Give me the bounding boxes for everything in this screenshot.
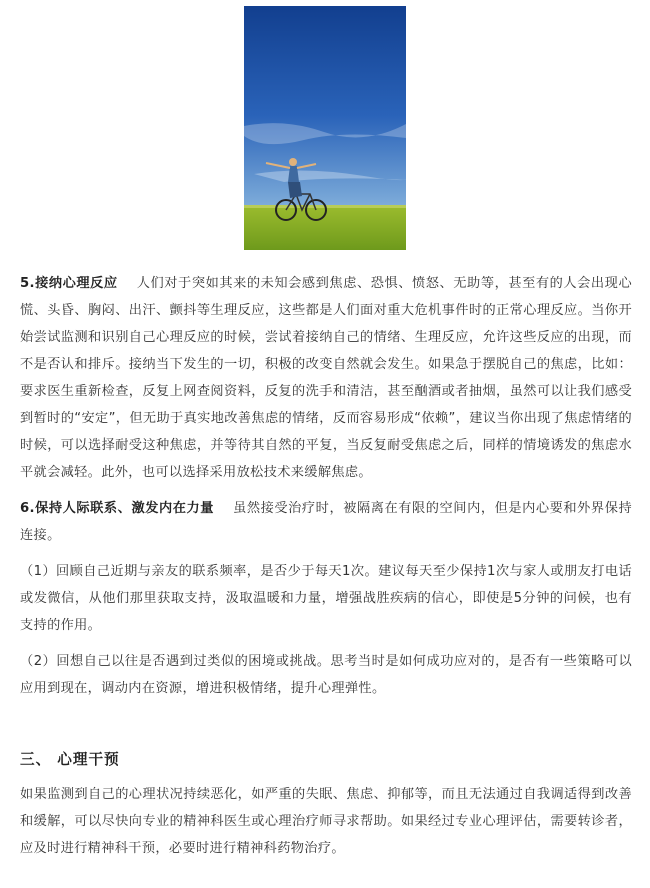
section-6-title: 6.保持人际联系、激发内在力量 (20, 501, 215, 516)
section-5-text: 人们对于突如其来的未知会感到焦虑、恐惧、愤怒、无助等，甚至有的人会出现心慌、头昏、胸闷、出汗、颤抖等生理反应，这些都是人们面对重大危机事件时的正常心理反应。当你开始尝试监测和识别自己心理反应的时候，尝试着接纳自己的情绪、生理反应，允许这些反应的出现，而不是否认和排斥。接纳当下发生的一切，积极的改变自然就会发生。如果急于摆脱自己的焦虑，比如：要求医生重新检查，反复上网查阅资料，反复的洗手和清洁，甚至酗酒或者抽烟，虽然可以让我们感受到暂时的“安定”，但无助于真实地改善焦虑的情绪，反而容易形成“依赖”，建议当你出现了焦虑情绪的时候，可以选择耐受这种焦虑，并等待其自然的平复，当反复耐受焦虑之后，同样的情境诱发的焦虑水平就会减轻。此外，也可以选择采用放松技术来缓解焦虑。 (20, 276, 632, 480)
section-3-paragraph: 如果监测到自己的心理状况持续恶化，如严重的失眠、焦虑、抑郁等，而且无法通过自我调适得到改善和缓解，可以尽快向专业的精神科医生或心理治疗师寻求帮助。如果经过专业心理评估，需要转诊者，应及时进行精神科干预，必要时进行精神科药物治疗。 (20, 787, 632, 856)
article-body (20, 270, 632, 862)
section-5-title: 5.接纳心理反应 (20, 276, 118, 291)
woman-riding-bicycle-in-field-photo (244, 6, 406, 250)
section-5-paragraph (20, 270, 632, 486)
section-3-heading: 三、 心理干预 (20, 751, 120, 768)
list-item-1: （1）回顾自己近期与亲友的联系频率，是否少于每天1次。建议每天至少保持1次与家人或朋友打电话或发微信，从他们那里获取支持，汲取温暖和力量，增强战胜疾病的信心，即使是5分钟的问候，也有支持的作用。 (20, 564, 632, 633)
section-6-paragraph (20, 495, 632, 549)
list-item-2: （2）回想自己以往是否遇到过类似的困境或挑战。思考当时是如何成功应对的，是否有一些策略可以应用到现在，调动内在资源，增进积极情绪，提升心理弹性。 (20, 654, 632, 696)
section-6-text: 虽然接受治疗时，被隔离在有限的空间内，但是内心要和外界保持连接。 (20, 501, 632, 543)
